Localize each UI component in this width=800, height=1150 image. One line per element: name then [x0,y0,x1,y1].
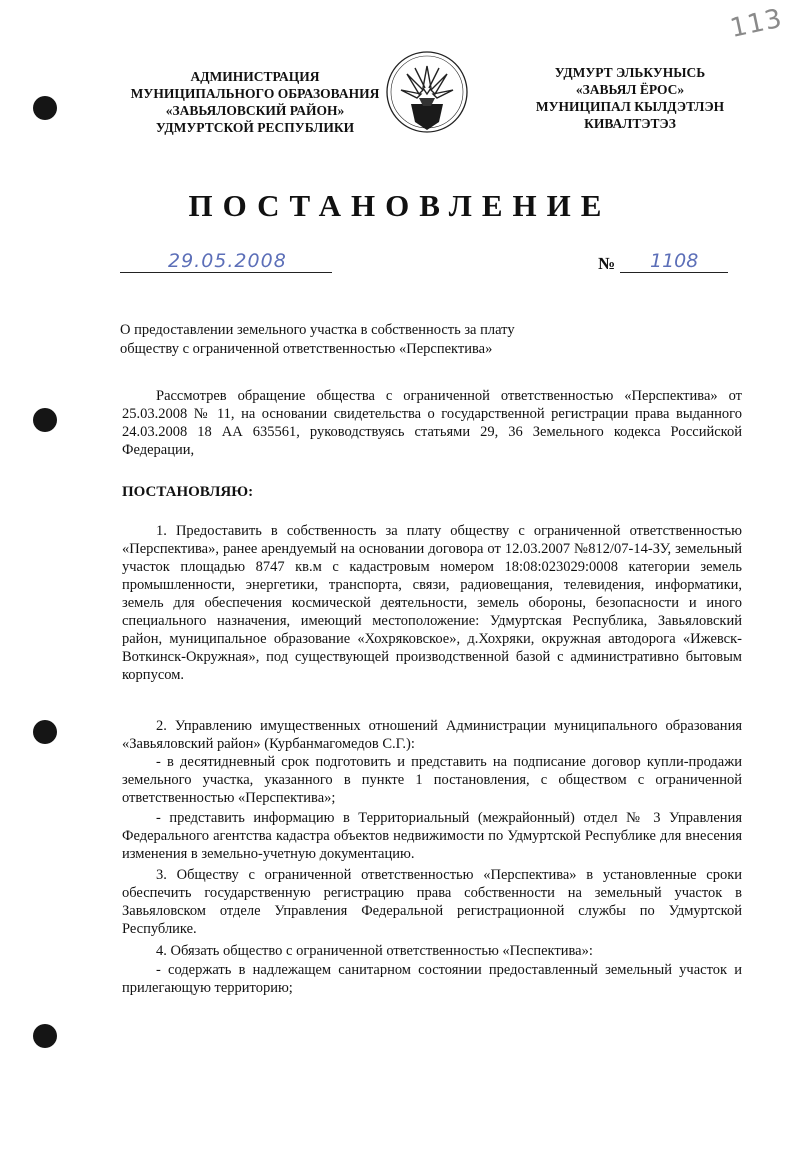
document-subject [120,321,515,359]
document-number: 1108 [650,250,699,272]
header-right-line: КИВАЛТЭТЭЗ [584,116,676,131]
date-underline [120,272,332,273]
handwritten-page-number: 113 [727,3,786,44]
header-right-line: МУНИЦИПАЛ КЫЛДЭТЛЭН [535,99,725,114]
punch-hole [33,720,57,744]
intro-paragraph: Рассмотрев обращение общества с ограниченной ответственностью «Перспектива» от 25.03.2008 № 11, на основании свидетельства о государственной регистрации права выданного 24.03.2008 18 АА 635561, руководствуясь статьями 29, 36 Земельного кодекса Российской Федерации, [122,388,742,458]
header-right-line: «ЗАВЬЯЛ ЁРОС» [575,82,685,97]
header-left-block [105,68,405,136]
paragraph-3: 3. Обществу с ограниченной ответственностью «Перспектива» в установленные сроки обеспечить государственную регистрацию права собственности на земельный участок в Завьяловском отделе Управления Федеральной регистрационной службы по Удмуртской Республике. [122,867,742,937]
header-left-line: АДМИНИСТРАЦИЯ [190,69,320,84]
header-left-line: МУНИЦИПАЛЬНОГО ОБРАЗОВАНИЯ [130,86,380,101]
punch-hole [33,96,57,120]
punch-hole [33,408,57,432]
number-sign: № [598,254,616,273]
paragraph-4: 4. Обязать общество с ограниченной ответственностью «Песпектива»: [156,943,593,959]
paragraph-1: 1. Предоставить в собственность за плату обществу с ограниченной ответственностью «Перспектива», ранее арендуемый на основании договора от 12.03.2007 №812/07-14-ЗУ, земельный участок площадью 8747 кв.м с кадастровым номером 18:08:023029:0008 категории земель промышленности, энергетики, транспорта, связи, радиовещания, телевидения, информатики, земель для обеспечения космической деятельности, земель обороны, безопасности и иного специального назначения, имеющий местоположение: Удмуртская Республика, Завьяловский район, муниципальное образование «Хохряковское», д.Хохряки, окружная автодорога «Ижевск-Воткинск-Окружная», под существующей производственной базой с административно бытовым корпусом. [122,523,742,683]
paragraph-2: 2. Управлению имущественных отношений Администрации муниципального образования «Завьяловский район» (Курбанмагомедов С.Г.): [122,718,742,752]
coat-of-arms-emblem-icon [385,48,469,140]
paragraph-2-item-b: - представить информацию в Территориальный (межрайонный) отдел № 3 Управления Федерального агентства кадастра объектов недвижимости по Удмуртской Республике для внесения изменения в земельно-учетную документацию. [122,810,742,862]
subject-line: О предоставлении земельного участка в собственность за плату [120,322,515,338]
document-date: 29.05.2008 [168,250,287,272]
paragraph-4-item-a: - содержать в надлежащем санитарном состоянии предоставленный земельный участок и прилегающую территорию; [122,962,742,996]
header-left-line: УДМУРТСКОЙ РЕСПУБЛИКИ [155,120,355,135]
punch-hole [33,1024,57,1048]
header-right-block [530,64,730,132]
subject-line: обществу с ограниченной ответственностью «Перспектива» [120,341,493,357]
header-left-line: «ЗАВЬЯЛОВСКИЙ РАЙОН» [165,103,345,118]
paragraph-2-item-a: - в десятидневный срок подготовить и представить на подписание договор купли-продажи земельного участка, указанного в пункте 1 постановления, с обществом с ограниченной ответственностью «Перспектива»; [122,754,742,806]
header-right-line: УДМУРТ ЭЛЬКУНЫСЬ [554,65,706,80]
document-title: ПОСТАНОВЛЕНИЕ [188,188,612,223]
decree-heading: ПОСТАНОВЛЯЮ: [122,484,254,500]
number-underline [620,272,728,273]
